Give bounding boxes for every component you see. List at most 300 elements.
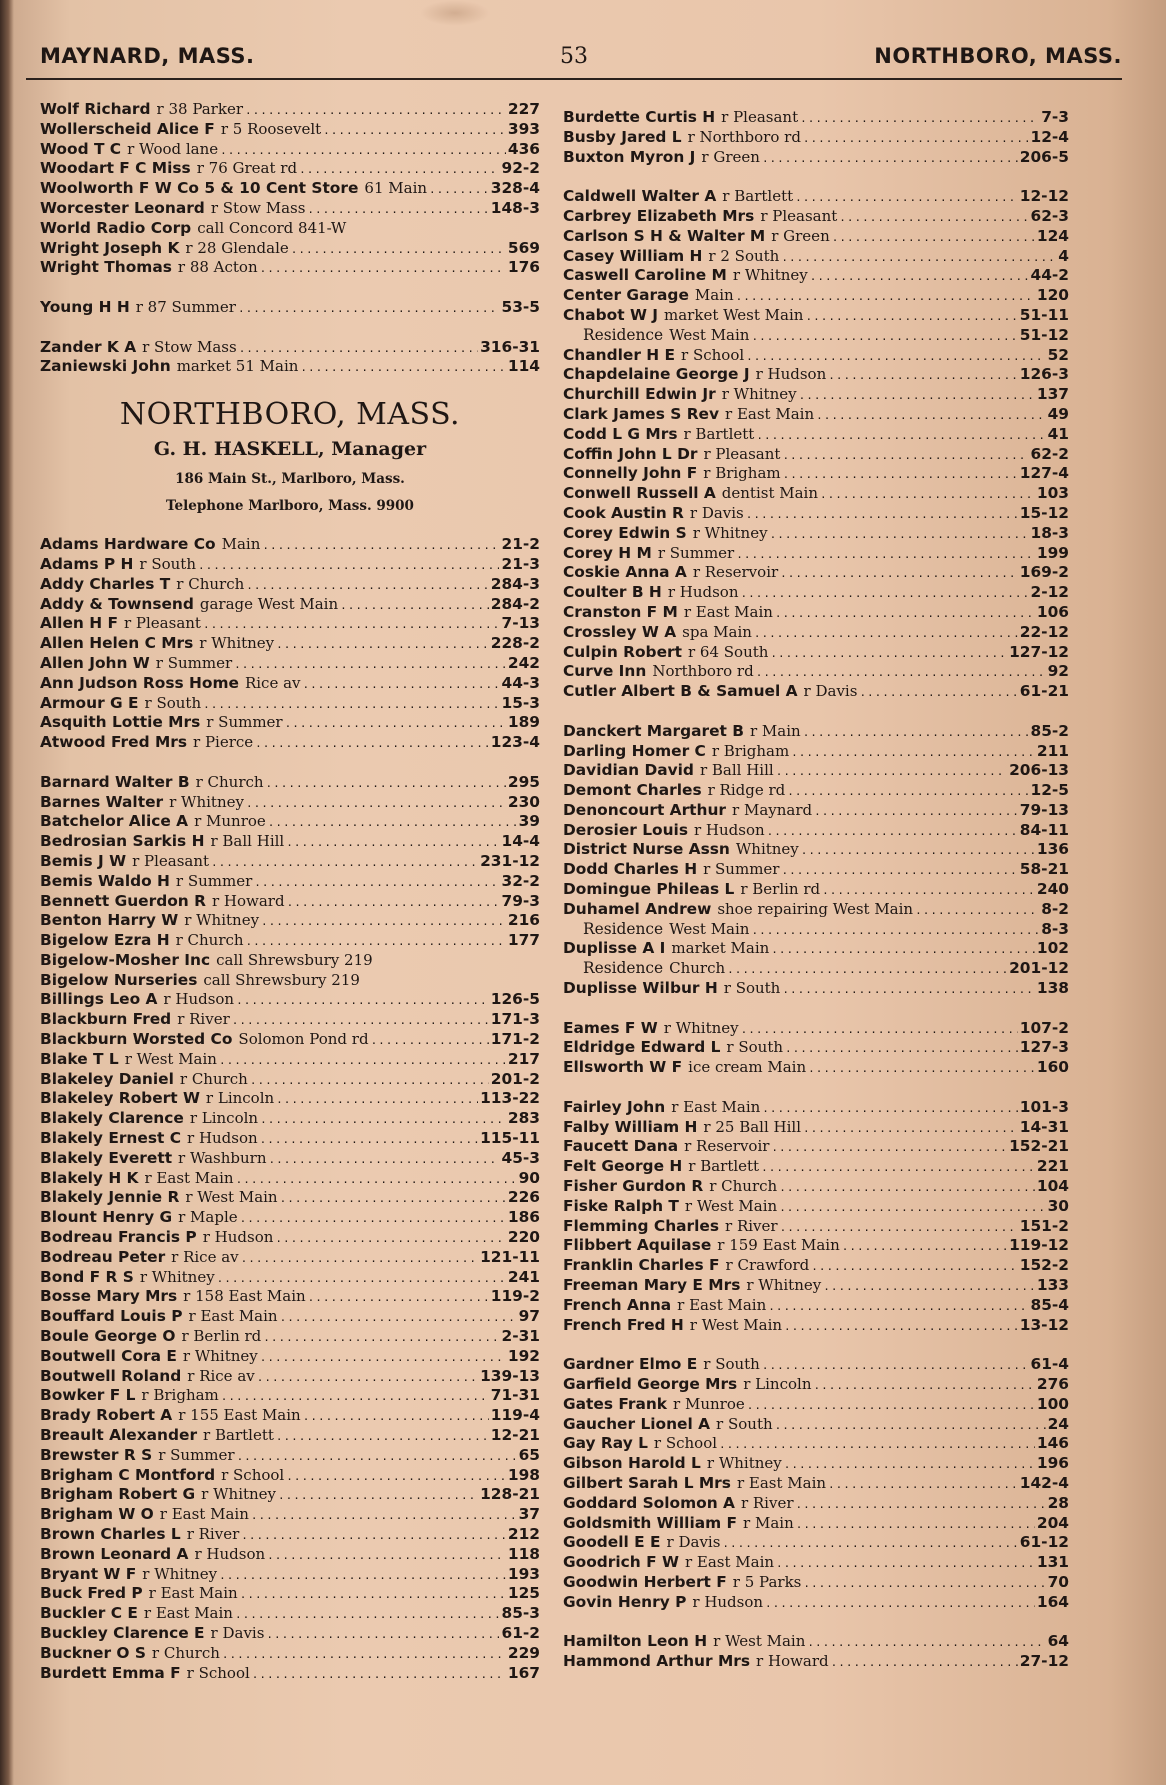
entry-address: r Whitney — [182, 1346, 258, 1365]
entry-address: r Church — [175, 931, 244, 950]
entry-name: Govin Henry P — [563, 1592, 687, 1611]
entry-name: Bemis Waldo H — [40, 871, 170, 890]
directory-entry — [40, 1010, 540, 1030]
office-address: 186 Main St., Marlboro, Mass. — [175, 471, 405, 488]
leader-dots — [219, 1565, 506, 1585]
leader-dots — [784, 1316, 1018, 1336]
directory-entry — [40, 1070, 540, 1090]
entry-phone: 228-2 — [490, 634, 540, 653]
entry-address: garage West Main — [199, 594, 339, 613]
leader-dots — [751, 326, 1017, 346]
leader-dots — [238, 298, 500, 318]
leader-dots — [245, 100, 506, 120]
entry-address: r East Main — [671, 1097, 761, 1116]
entry-name: Benton Harry W — [40, 911, 179, 930]
directory-entry — [40, 1050, 540, 1070]
entry-address: r Davis — [689, 503, 744, 522]
entry-address: r Whitney — [139, 1267, 215, 1286]
entry-address: r Bartlett — [722, 187, 794, 206]
entry-name: Chapdelaine George J — [563, 365, 750, 384]
entry-address: r Munroe — [194, 812, 266, 831]
leader-dots — [263, 1327, 499, 1347]
directory-entry — [563, 524, 1069, 544]
entry-phone: 240 — [1036, 880, 1069, 899]
header-right-town: NORTHBORO, MASS. — [874, 44, 1122, 68]
entry-name: Chabot W J — [563, 305, 659, 324]
leader-dots — [776, 761, 1007, 781]
entry-address: r Whitney — [732, 266, 808, 285]
entry-phone: 284-2 — [490, 594, 540, 613]
directory-entry — [563, 286, 1069, 306]
directory-entry — [563, 464, 1069, 484]
page-number: 53 — [560, 44, 588, 69]
directory-entry — [40, 1228, 540, 1248]
entry-address: r School — [681, 345, 745, 364]
directory-entry — [40, 694, 540, 714]
leader-dots — [756, 662, 1046, 682]
entry-name: Brady Robert A — [40, 1406, 173, 1425]
directory-entry — [563, 405, 1069, 425]
leader-dots — [781, 247, 1056, 267]
entry-phone: 139-13 — [480, 1366, 540, 1385]
entry-address: r Ball Hill — [699, 761, 774, 780]
directory-entry — [563, 1019, 1069, 1039]
entry-name: Bigelow Nurseries — [40, 970, 198, 989]
directory-entry — [40, 1545, 540, 1565]
directory-entry — [563, 1514, 1069, 1534]
entry-phone: 201-12 — [1009, 959, 1069, 978]
directory-entry — [563, 1197, 1069, 1217]
directory-entry — [40, 219, 540, 239]
entry-name: Gates Frank — [563, 1394, 668, 1413]
entry-name: Zander K A — [40, 337, 137, 356]
leader-dots — [803, 1573, 1045, 1593]
entry-address: r Davis — [803, 682, 858, 701]
entry-phone: 127-12 — [1009, 642, 1069, 661]
leader-dots — [785, 1038, 1018, 1058]
entry-address: r Main — [749, 721, 801, 740]
directory-entry — [40, 1208, 540, 1228]
entry-name: Davidian David — [563, 761, 694, 780]
entry-phone: 120 — [1036, 286, 1069, 305]
leader-dots — [828, 1474, 1018, 1494]
entry-phone: 27-12 — [1019, 1652, 1069, 1671]
leader-dots — [429, 179, 489, 199]
directory-entry — [40, 199, 540, 219]
entry-name: Freeman Mary E Mrs — [563, 1276, 741, 1295]
entry-name: Bennett Guerdon R — [40, 891, 206, 910]
entry-address: r 88 Acton — [177, 258, 258, 277]
entry-address: r Hudson — [202, 1228, 274, 1247]
entry-name: Wollerscheid Alice F — [40, 119, 215, 138]
entry-address: r 28 Glendale — [185, 238, 289, 257]
entry-name: Coffin John L Dr — [563, 444, 698, 463]
entry-name: Wood T C — [40, 139, 122, 158]
entry-address: r West Main — [713, 1632, 806, 1651]
entry-phone: 101-3 — [1019, 1097, 1069, 1116]
directory-entry — [40, 1386, 540, 1406]
entry-name: Casey William H — [563, 246, 703, 265]
entry-name: Brigham C Montford — [40, 1465, 216, 1484]
leader-dots — [762, 148, 1018, 168]
leader-dots — [239, 338, 478, 358]
entry-phone: 393 — [507, 119, 540, 138]
entry-address: Northboro rd — [652, 662, 754, 681]
leader-dots — [820, 484, 1035, 504]
entry-name: Bedrosian Sarkis H — [40, 832, 205, 851]
entry-name: Denoncourt Arthur — [563, 800, 727, 819]
entry-phone: 12-21 — [490, 1426, 540, 1445]
directory-entry — [40, 338, 540, 358]
entry-name: Derosier Louis — [563, 820, 688, 839]
entry-phone: 242 — [507, 653, 540, 672]
entry-phone: 217 — [507, 1049, 540, 1068]
entry-address: r Pleasant — [703, 444, 781, 463]
entry-name: Churchill Edwin Jr — [563, 385, 716, 404]
entry-name: Busby Jared L — [563, 127, 682, 146]
entry-address: r Northboro rd — [687, 127, 801, 146]
entry-name: Billings Leo A — [40, 990, 158, 1009]
leader-dots — [285, 713, 506, 733]
leader-dots — [842, 1236, 1007, 1256]
directory-entry — [563, 1177, 1069, 1197]
entry-address: r Whitney — [184, 911, 260, 930]
entry-name: Brown Leonard A — [40, 1544, 189, 1563]
entry-address: r Church — [195, 772, 264, 791]
leader-dots — [219, 1050, 506, 1070]
entry-phone: 126-3 — [1019, 365, 1069, 384]
entry-phone: 2-31 — [501, 1327, 540, 1346]
entry-address: market Main — [671, 939, 770, 958]
leader-dots — [235, 1604, 500, 1624]
entry-phone: 123-4 — [490, 733, 540, 752]
entry-phone: 167 — [507, 1663, 540, 1682]
leader-dots — [859, 682, 1017, 702]
entry-name: Ann Judson Ross Home — [40, 673, 239, 692]
leader-dots — [260, 258, 506, 278]
entry-name: Bigelow Ezra H — [40, 931, 170, 950]
directory-entry — [563, 583, 1069, 603]
leader-dots — [727, 959, 1007, 979]
entry-address: r Green — [701, 147, 760, 166]
entry-address: r East Main — [143, 1604, 233, 1623]
entry-address: r East Main — [144, 1168, 234, 1187]
leader-dots — [775, 603, 1035, 623]
leader-dots — [771, 1137, 1007, 1157]
leader-dots — [736, 286, 1035, 306]
entry-name: Addy Charles T — [40, 574, 171, 593]
entry-phone: 160 — [1036, 1058, 1069, 1077]
leader-dots — [828, 365, 1018, 385]
directory-entry — [563, 920, 1069, 940]
entry-name: Breault Alexander — [40, 1426, 198, 1445]
directory-entry — [563, 900, 1069, 920]
entry-name: Worcester Leonard — [40, 198, 205, 217]
entry-address: r Reservoir — [684, 1137, 770, 1156]
leader-dots — [220, 140, 506, 160]
entry-name: Chandler H E — [563, 345, 676, 364]
directory-entry — [563, 821, 1069, 841]
entry-phone: 118 — [507, 1544, 540, 1563]
entry-phone: 216 — [507, 911, 540, 930]
directory-entry — [563, 1375, 1069, 1395]
entry-name: Gilbert Sarah L Mrs — [563, 1473, 731, 1492]
entry-name: Wright Joseph K — [40, 238, 180, 257]
entry-address: r Lincoln — [189, 1109, 259, 1128]
directory-entry — [40, 100, 540, 120]
directory-entry — [563, 1296, 1069, 1316]
entry-address: r Whitney — [142, 1564, 218, 1583]
entry-address: r Church — [176, 574, 245, 593]
entry-address: r Berlin rd — [181, 1327, 262, 1346]
entry-address: Rice av — [244, 673, 301, 692]
entry-address: r Hudson — [692, 1592, 764, 1611]
entry-address: r Main — [743, 1513, 794, 1532]
leader-dots — [799, 385, 1035, 405]
directory-entry — [40, 1347, 540, 1367]
entry-phone: 136 — [1036, 840, 1069, 859]
entry-phone: 21-2 — [501, 535, 540, 554]
entry-address: r River — [740, 1493, 794, 1512]
leader-dots — [783, 464, 1018, 484]
entry-address: r Howard — [756, 1652, 829, 1671]
entry-address: r Whitney — [692, 523, 768, 542]
entry-phone: 79-3 — [501, 891, 540, 910]
directory-entry — [40, 1485, 540, 1505]
entry-address: r School — [653, 1434, 718, 1453]
leader-dots — [839, 207, 1028, 227]
entry-address: r 2 South — [708, 246, 780, 265]
directory-entry — [40, 1129, 540, 1149]
leader-dots — [266, 773, 506, 793]
entry-phone: 30 — [1047, 1196, 1069, 1215]
entry-phone: 138 — [1036, 979, 1069, 998]
directory-entry — [563, 1038, 1069, 1058]
entry-address: r Davis — [210, 1623, 265, 1642]
entry-address: r Green — [771, 226, 830, 245]
entry-phone: 146 — [1036, 1434, 1069, 1453]
entry-name: Garfield George Mrs — [563, 1375, 738, 1393]
leader-dots — [762, 1098, 1017, 1118]
leader-dots — [260, 1109, 506, 1129]
leader-dots — [286, 1466, 506, 1486]
directory-entry — [563, 1454, 1069, 1474]
entry-name: Blake T L — [40, 1049, 119, 1068]
directory-entry — [563, 1434, 1069, 1454]
directory-entry — [563, 939, 1069, 959]
entry-address: market 51 Main — [176, 357, 299, 376]
entry-phone: 193 — [507, 1564, 540, 1583]
leader-dots — [781, 860, 1017, 880]
leader-dots — [803, 128, 1029, 148]
leader-dots — [250, 1070, 489, 1090]
entry-phone: 189 — [507, 713, 540, 732]
leader-dots — [267, 1545, 506, 1565]
leader-dots — [203, 694, 499, 714]
leader-dots — [779, 1177, 1035, 1197]
entry-address: r Crawford — [725, 1256, 810, 1275]
leader-dots — [222, 1644, 506, 1664]
leader-dots — [217, 1268, 506, 1288]
entry-address: Main — [221, 535, 261, 554]
leader-dots — [299, 159, 499, 179]
entry-name: Flibbert Aquilase — [563, 1236, 712, 1255]
entry-name: Codd L G Mrs — [563, 424, 678, 443]
entry-phone: 152-21 — [1009, 1137, 1069, 1156]
entry-phone: 133 — [1036, 1276, 1069, 1295]
entry-address: r South — [139, 554, 196, 573]
leader-dots — [246, 931, 506, 951]
directory-entry — [40, 832, 540, 852]
directory-entry — [563, 326, 1069, 346]
entry-address: r Whitney — [746, 1276, 822, 1295]
directory-entry — [563, 207, 1069, 227]
entry-address: r 155 East Main — [178, 1406, 301, 1425]
directory-entry — [40, 773, 540, 793]
entry-address: r River — [177, 1010, 230, 1029]
entry-address: r South — [144, 693, 202, 712]
entry-name: Goodwin Herbert F — [563, 1572, 727, 1591]
directory-entry — [40, 357, 540, 377]
leader-dots — [303, 1406, 489, 1426]
entry-address: r River — [186, 1525, 240, 1543]
directory-entry — [563, 504, 1069, 524]
entry-address: r Ball Hill — [210, 832, 285, 851]
entry-address: r Whitney — [199, 634, 275, 653]
section-gap — [563, 999, 1069, 1019]
entry-phone: 61-2 — [501, 1623, 540, 1642]
entry-address: r East Main — [683, 602, 773, 621]
leader-dots — [246, 575, 489, 595]
entry-address: r 159 East Main — [717, 1236, 840, 1255]
entry-name: Gibson Harold L — [563, 1454, 701, 1473]
entry-phone: 61-12 — [1019, 1533, 1069, 1552]
entry-address: r South — [703, 1355, 760, 1374]
entry-phone: 15-12 — [1019, 503, 1069, 522]
entry-address: r Whitney — [169, 792, 244, 811]
entry-name: Burdett Emma F — [40, 1663, 181, 1682]
entry-phone: 37 — [518, 1505, 540, 1524]
entry-phone: 115-11 — [480, 1129, 540, 1148]
leader-dots — [751, 920, 1039, 940]
leader-dots — [260, 1347, 506, 1367]
leader-dots — [754, 623, 1018, 643]
directory-entry — [563, 781, 1069, 801]
leader-dots — [800, 108, 1039, 128]
entry-address: r Reservoir — [692, 563, 779, 582]
entry-phone: 103 — [1036, 484, 1069, 503]
leader-dots — [915, 900, 1039, 920]
entry-name: Allen H F — [40, 614, 118, 633]
entry-name: Blount Henry G — [40, 1208, 173, 1227]
section-gap — [40, 753, 540, 773]
entry-phone: 152-2 — [1019, 1256, 1069, 1275]
leader-dots — [340, 595, 489, 615]
entry-address: r Lincoln — [205, 1089, 275, 1108]
entry-name: Fiske Ralph T — [563, 1196, 679, 1215]
entry-address: r South — [716, 1414, 773, 1433]
entry-phone: 39 — [518, 812, 540, 831]
entry-address: r Ridge rd — [707, 781, 786, 800]
leader-dots — [221, 1386, 489, 1406]
maynard-listing — [40, 100, 540, 377]
entry-name: Blackburn Worsted Co — [40, 1030, 233, 1049]
leader-dots — [266, 1624, 499, 1644]
entry-phone: 241 — [507, 1267, 540, 1286]
entry-phone: 119-4 — [490, 1406, 540, 1425]
entry-name: Eldridge Edward L — [563, 1038, 721, 1057]
leader-dots — [796, 1514, 1035, 1534]
entry-address: r East Main — [684, 1553, 775, 1572]
entry-name: Franklin Charles F — [563, 1256, 720, 1275]
leader-dots — [251, 1505, 517, 1525]
directory-entry — [40, 1525, 540, 1545]
directory-entry — [40, 951, 540, 971]
directory-entry — [40, 1644, 540, 1664]
directory-entry — [40, 1584, 540, 1604]
entry-name: Blakely Everett — [40, 1148, 173, 1167]
section-gap — [40, 278, 540, 298]
leader-dots — [276, 634, 489, 654]
leader-dots — [260, 1129, 478, 1149]
section-gap — [563, 702, 1069, 722]
entry-phone: 148-3 — [490, 198, 540, 217]
directory-entry — [40, 1268, 540, 1288]
entry-phone: 164 — [1036, 1592, 1069, 1611]
entry-name: Crossley W A — [563, 622, 677, 641]
entry-address: West Main — [669, 919, 750, 938]
entry-name: Culpin Robert — [563, 642, 682, 661]
entry-address: r Church — [709, 1177, 778, 1196]
directory-entry — [563, 108, 1069, 128]
directory-entry — [563, 227, 1069, 247]
entry-name: Danckert Margaret B — [563, 721, 744, 740]
entry-address: r School — [221, 1465, 285, 1484]
directory-entry — [40, 614, 540, 634]
entry-address: Solomon Pond rd — [238, 1030, 369, 1049]
entry-name: Hamilton Leon H — [563, 1632, 708, 1651]
leader-dots — [822, 880, 1035, 900]
entry-address: r East Main — [148, 1584, 238, 1603]
entry-address: r South — [726, 1038, 784, 1057]
entry-address: r Maynard — [732, 800, 813, 819]
entry-name: Caswell Caroline M — [563, 266, 727, 285]
leader-dots — [770, 524, 1029, 544]
directory-entry — [563, 880, 1069, 900]
leader-dots — [787, 781, 1028, 801]
entry-address: 61 Main — [364, 179, 428, 198]
directory-entry — [40, 733, 540, 753]
entry-name: Gardner Elmo E — [563, 1355, 698, 1374]
page-binding-edge — [0, 0, 14, 1785]
entry-phone: 13-12 — [1019, 1315, 1069, 1334]
entry-address: r East Main — [736, 1473, 827, 1492]
entry-address: r Lincoln — [743, 1375, 812, 1393]
entry-name: Cranston F M — [563, 602, 678, 621]
directory-entry — [563, 742, 1069, 762]
directory-entry — [563, 801, 1069, 821]
entry-phone: 7-3 — [1041, 108, 1069, 126]
entry-phone: 24 — [1047, 1414, 1069, 1433]
entry-phone: 206-5 — [1019, 147, 1069, 166]
leader-dots — [236, 1169, 517, 1189]
entry-address: call Concord 841-W — [197, 218, 347, 237]
entry-name: Batchelor Alice A — [40, 812, 189, 831]
entry-phone: 44-2 — [1030, 266, 1069, 285]
leader-dots — [803, 722, 1029, 742]
entry-name: Goodell E E — [563, 1533, 661, 1552]
leader-dots — [816, 405, 1045, 425]
